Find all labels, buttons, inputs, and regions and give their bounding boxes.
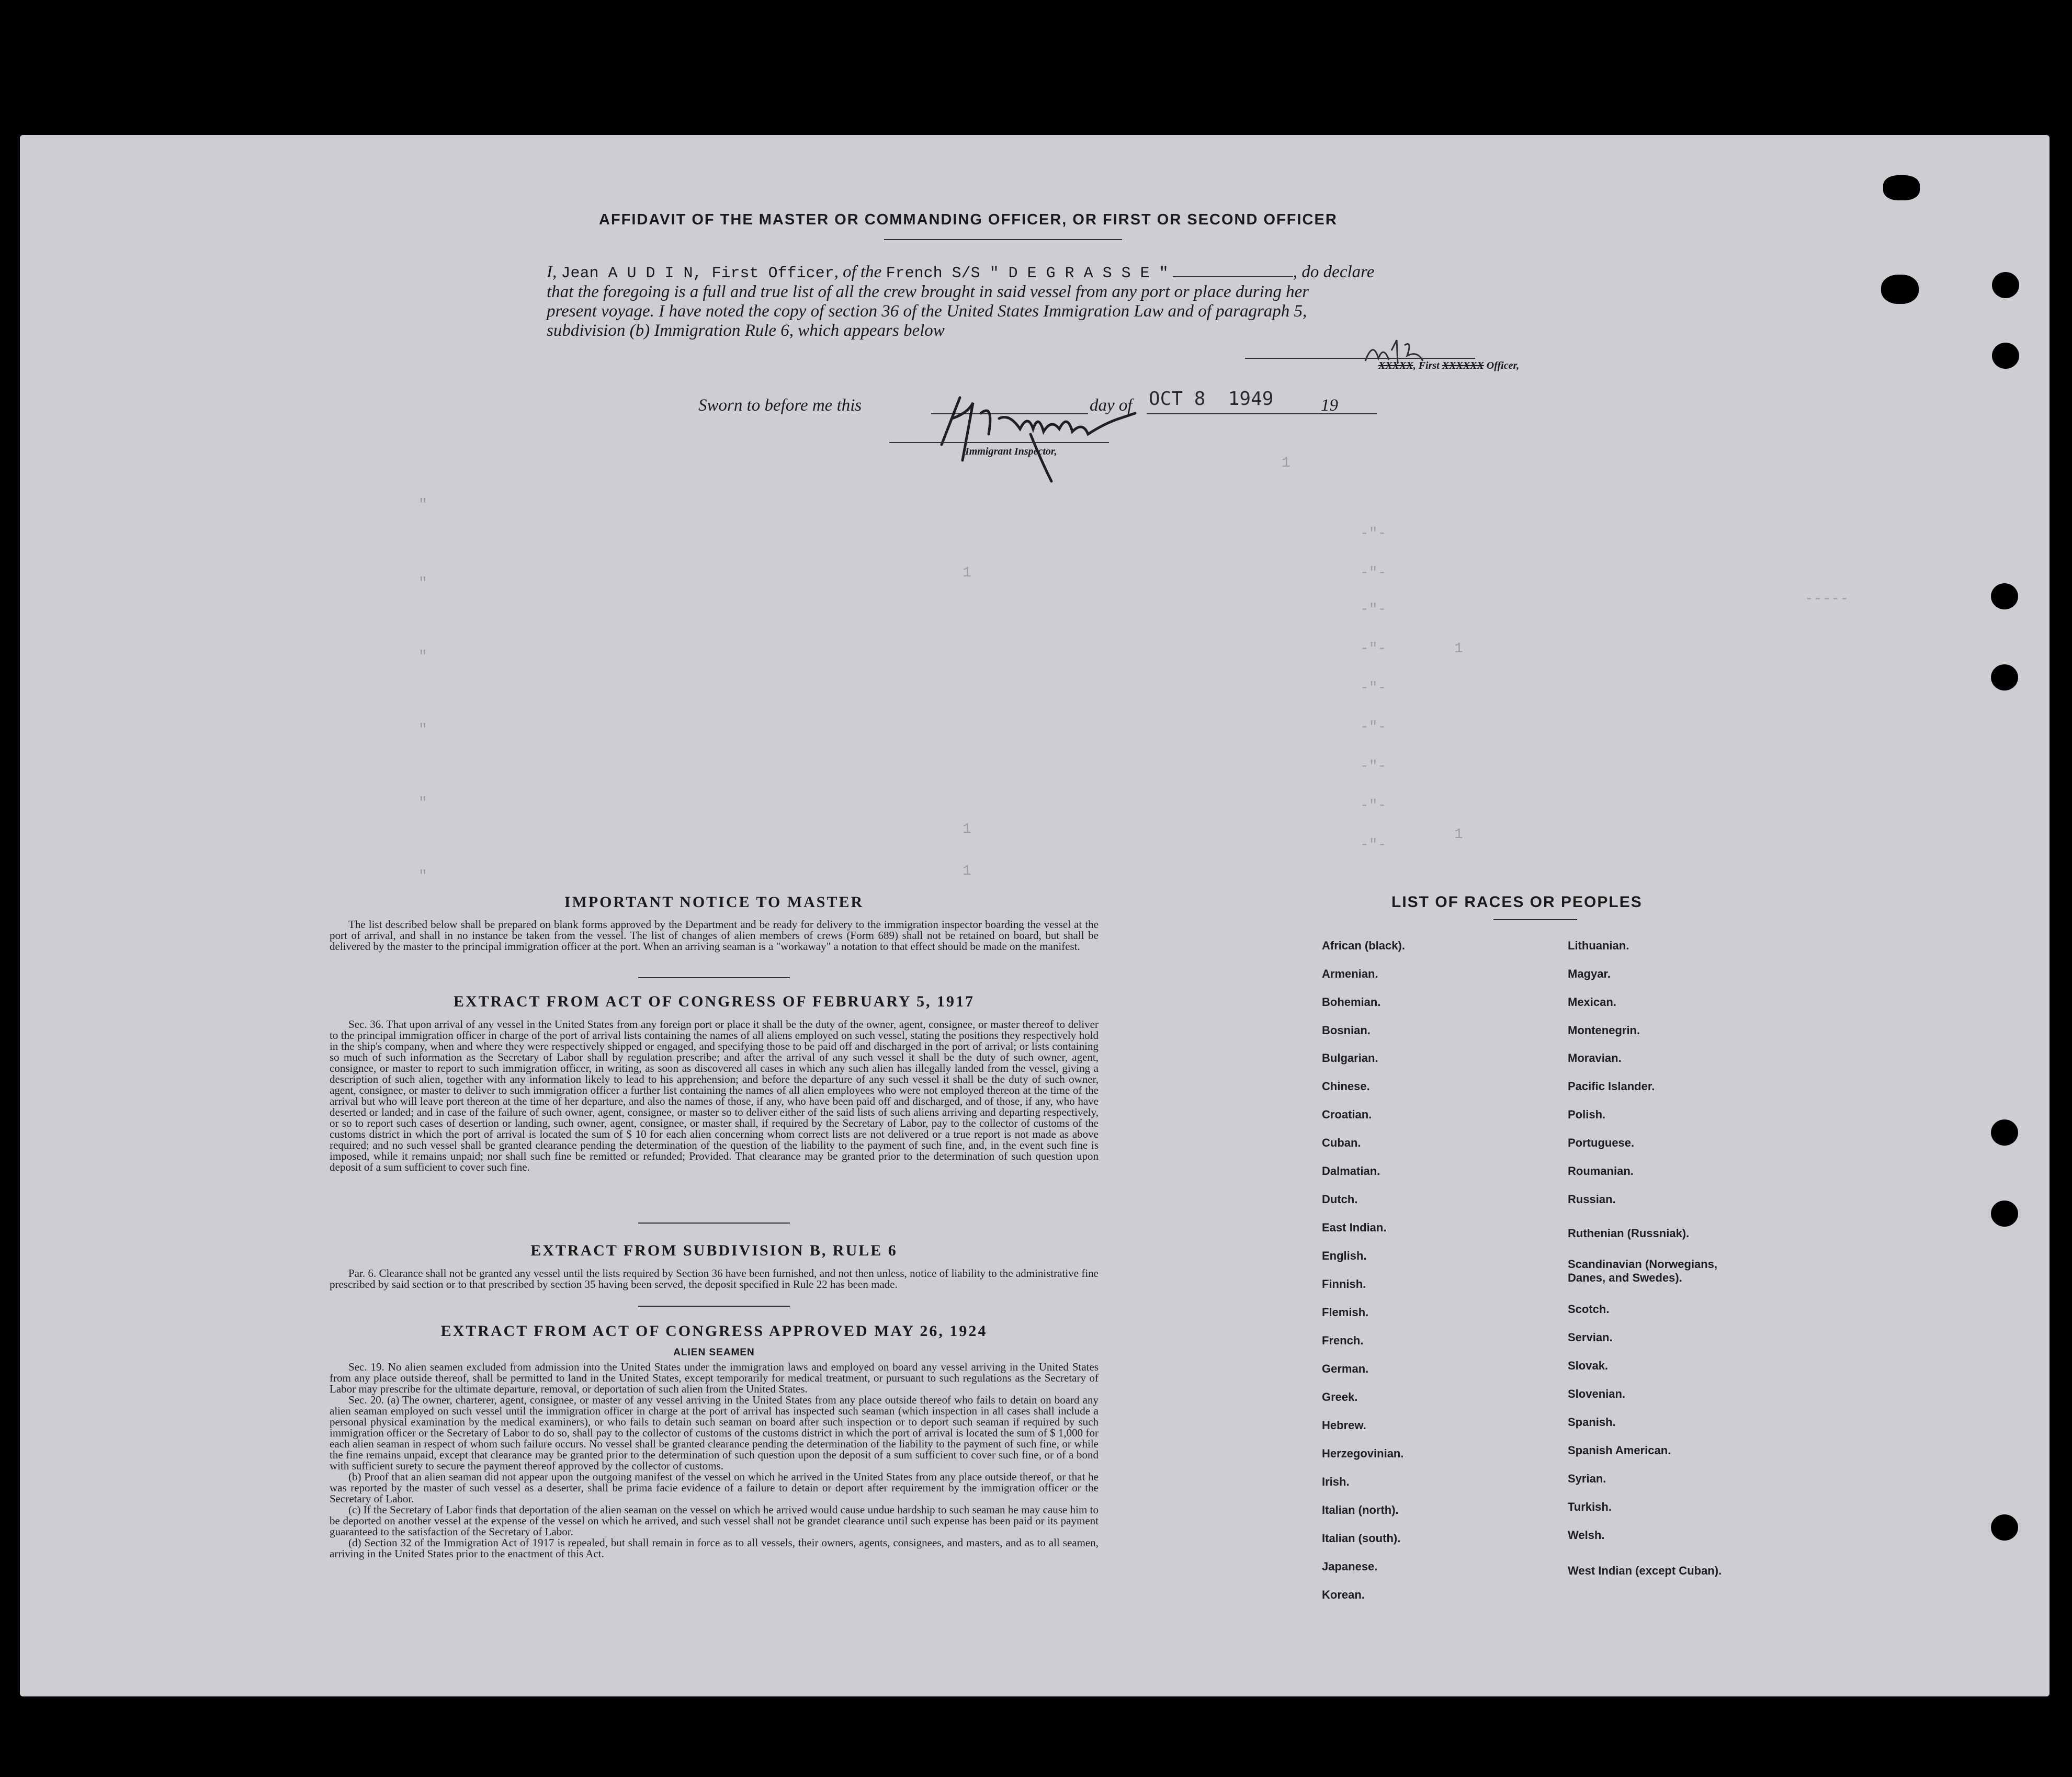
declaration-prefix: I,: [547, 263, 557, 281]
race-left-item: Greek.: [1322, 1390, 1358, 1404]
race-right-item: Welsh.: [1568, 1529, 1605, 1542]
bleed-through-text: -"-: [1360, 759, 1387, 775]
bleed-through-text: 1: [1454, 827, 1463, 843]
race-right-item: Lithuanian.: [1568, 939, 1629, 952]
bleed-through-text: ": [418, 649, 427, 665]
year-prefix: 19: [1321, 396, 1338, 415]
bleed-through-text: 1: [963, 863, 971, 879]
affidavit-declaration: [547, 263, 2053, 284]
affidavit-line-3: present voyage. I have noted the copy of section 36 of the United States Immigration Law and of paragraph 5,: [547, 302, 1307, 321]
race-right-item: Ruthenian (Russniak).: [1568, 1227, 1690, 1240]
race-left-item: English.: [1322, 1249, 1367, 1262]
race-right-item: Russian.: [1568, 1193, 1616, 1206]
inspector-caption: Immigrant Inspector,: [965, 446, 1057, 457]
extract-rule6-heading: EXTRACT FROM SUBDIVISION B, RULE 6: [530, 1242, 898, 1259]
race-right-item: Montenegrin.: [1568, 1024, 1640, 1037]
do-declare-text: , do declare: [1293, 263, 1375, 281]
race-left-item: Italian (south).: [1322, 1532, 1401, 1545]
bleed-through-text: -"-: [1360, 798, 1387, 814]
race-right-item: Mexican.: [1568, 995, 1616, 1009]
punch-hole: [1991, 1119, 2018, 1146]
officer-signature-caption: XXXXX, First XXXXXX Officer,: [1378, 360, 1520, 371]
extract-rule6-rule: [638, 1306, 790, 1307]
extract-rule6-text: Par. 6. Clearance shall not be granted any vessel until the lists required by Section 36 have been furnished, and not then unless, notice of liability to the administrative fine prescribed by said section or to that prescribed by section 35 having been served, the deposit specified in Rule 22 has been made.: [330, 1267, 1099, 1291]
affidavit-line-4: subdivision (b) Immigration Rule 6, which appears below: [547, 321, 945, 340]
bleed-through-text: ": [418, 795, 427, 811]
sec-20c-text: (c) If the Secretary of Labor finds that deportation of the alien seaman on the vessel on which he arrived would cause undue hardship to such seaman he may cause him to be deported on another vessel at the expense of the vessel on which he arrived, and such vessel shall not be grandet clearance until such expense has been paid or its payment guaranteed to the satisfaction of the Secretary of Labor.: [330, 1503, 1099, 1538]
bleed-through-text: ": [418, 575, 427, 592]
sec-20a-text: Sec. 20. (a) The owner, charterer, agent, consignee, or master of any vessel arriving in the United States from any place outside thereof who fails to detain on board any alien seaman employed on such vessel until the immigration officer in charge at the port of arrival has inspected such seaman (which inspection in all cases shall include a personal physical examination by the medical examiners), or who fails to detain such seaman on board after such inspection or to deport such seaman if required by such immigration officer or the Secretary of Labor to do so, shall pay to the collector of customs of the customs district in which the port of arrival is located the sum of $ 1,000 for each alien seaman in respect of whom such failure occurs. No vessel shall be granted clearance pending the determination of the liability to the payment of such fine, or while the fine remains unpaid, except that clearance may be granted prior to the determination of such question upon the deposit of a sum sufficient to cover such fine, or of a bond with sufficient surety to secure the payment thereof approved by the collector of customs.: [330, 1394, 1099, 1472]
race-right-item: Roumanian.: [1568, 1164, 1634, 1178]
punch-hole: [1991, 664, 2018, 691]
punch-hole: [1991, 1514, 2018, 1541]
sec-19-text: Sec. 19. No alien seamen excluded from admission into the United States under the immigration laws and employed on board any vessel arriving in the United States from any place outside thereof, shall be permitted to land in the United States, except temporarily for medical treatment, or pursuant to such regulations as the Secretary of Labor may prescribe for the ultimate departure, removal, or deportation of such alien from the United States.: [330, 1361, 1099, 1395]
race-right-item: Portuguese.: [1568, 1136, 1635, 1149]
sworn-text: Sworn to before me this: [698, 396, 862, 415]
race-left-item: Bosnian.: [1322, 1024, 1371, 1037]
affidavit-title: AFFIDAVIT OF THE MASTER OR COMMANDING OFFICER, OR FIRST OR SECOND OFFICER: [599, 211, 1338, 228]
race-left-item: East Indian.: [1322, 1221, 1387, 1234]
inspector-signature-line: [889, 442, 1109, 443]
notice-rule: [638, 977, 790, 978]
race-right-item: Magyar.: [1568, 967, 1611, 980]
bleed-through-text: -"-: [1360, 837, 1387, 853]
race-right-item: Scandinavian (Norwegians, Danes, and Swedes).: [1568, 1258, 1718, 1284]
extract-1924-heading: EXTRACT FROM ACT OF CONGRESS APPROVED MAY 26, 1924: [440, 1322, 988, 1340]
punch-hole: [1992, 343, 2019, 369]
race-right-item: Spanish.: [1568, 1416, 1616, 1429]
race-right-item: Pacific Islander.: [1568, 1080, 1655, 1093]
race-left-item: French.: [1322, 1334, 1364, 1347]
vessel-name: French S/S " D E G R A S S E ": [886, 265, 1169, 282]
race-left-item: African (black).: [1322, 939, 1405, 952]
bleed-through-text: -----: [1805, 591, 1849, 607]
bleed-through-text: -"-: [1360, 680, 1387, 696]
race-left-item: Irish.: [1322, 1475, 1350, 1488]
sworn-date-line: [1147, 413, 1377, 414]
race-left-item: Japanese.: [1322, 1560, 1378, 1573]
race-right-item: Polish.: [1568, 1108, 1606, 1121]
affidavit-line-2: that the foregoing is a full and true list of all the crew brought in said vessel from any port or place during her: [547, 282, 1309, 301]
date-stamp: OCT 8 1949: [1149, 388, 1274, 410]
bleed-through-text: -"-: [1360, 565, 1387, 581]
race-right-item: Scotch.: [1568, 1303, 1610, 1316]
affidavit-title-rule: [884, 239, 1122, 240]
race-right-item: Moravian.: [1568, 1051, 1622, 1065]
races-rule: [1493, 919, 1577, 920]
race-left-item: Herzegovinian.: [1322, 1447, 1404, 1460]
races-heading: LIST OF RACES OR PEOPLES: [1391, 893, 1643, 911]
bleed-through-text: ": [418, 868, 427, 885]
race-right-item: Syrian.: [1568, 1472, 1606, 1485]
notice-heading: IMPORTANT NOTICE TO MASTER: [564, 893, 864, 911]
race-left-item: Dalmatian.: [1322, 1164, 1380, 1178]
bleed-through-text: 1: [963, 821, 971, 837]
race-left-item: Finnish.: [1322, 1277, 1366, 1291]
race-left-item: Bohemian.: [1322, 995, 1381, 1009]
of-the-text: , of the: [834, 263, 882, 281]
race-right-item: Slovak.: [1568, 1359, 1609, 1372]
bleed-through-text: 1: [1282, 455, 1290, 471]
race-right-item: Spanish American.: [1568, 1444, 1671, 1457]
extract-1917-rule: [638, 1223, 790, 1224]
race-left-item: Bulgarian.: [1322, 1051, 1378, 1065]
race-right-item: Servian.: [1568, 1331, 1613, 1344]
inspector-signature: [931, 382, 1151, 486]
race-left-item: Italian (north).: [1322, 1503, 1399, 1516]
bleed-through-text: ": [418, 497, 427, 513]
bleed-through-text: 1: [963, 565, 971, 581]
punch-hole: [1883, 175, 1920, 200]
day-of-text: day of: [1090, 396, 1133, 415]
extract-1924-text: [330, 1362, 1099, 1559]
bleed-through-text: -"-: [1360, 719, 1387, 735]
race-left-item: Flemish.: [1322, 1306, 1369, 1319]
bleed-through-text: -"-: [1360, 526, 1387, 542]
race-left-item: Croatian.: [1322, 1108, 1372, 1121]
race-left-item: Chinese.: [1322, 1080, 1370, 1093]
punch-hole: [1991, 1201, 2018, 1227]
alien-seamen-subheading: ALIEN SEAMEN: [673, 1347, 755, 1358]
bleed-through-text: 1: [1454, 641, 1463, 657]
extract-1917-heading: EXTRACT FROM ACT OF CONGRESS OF FEBRUARY 5, 1917: [453, 993, 975, 1010]
race-right-item: West Indian (except Cuban).: [1568, 1564, 1722, 1577]
sec-20b-text: (b) Proof that an alien seaman did not appear upon the outgoing manifest of the vessel on which he arrived in the United States from any place outside thereof, or that he was reported by the master of such vessel as a deserter, shall be prima facie evidence of a failure to detain or deport after requirement by the immigration officer or the Secretary of Labor.: [330, 1470, 1099, 1505]
race-left-item: German.: [1322, 1362, 1369, 1375]
race-right-item: Turkish.: [1568, 1500, 1612, 1513]
sec-20d-text: (d) Section 32 of the Immigration Act of 1917 is repealed, but shall remain in force as to all vessels, their owners, agents, consignees, and masters, and as to all seamen, arriving in the United States prior to the enactment of this Act.: [330, 1536, 1099, 1560]
officer-name: Jean A U D I N, First Officer: [561, 265, 834, 282]
race-left-item: Korean.: [1322, 1588, 1365, 1601]
race-left-item: Armenian.: [1322, 967, 1378, 980]
bleed-through-text: ": [418, 722, 427, 738]
punch-hole: [1991, 583, 2018, 609]
bleed-through-text: -"-: [1360, 641, 1387, 657]
race-left-item: Dutch.: [1322, 1193, 1358, 1206]
race-left-item: Hebrew.: [1322, 1419, 1366, 1432]
extract-1917-text: Sec. 36. That upon arrival of any vessel in the United States from any foreign port or place it shall be the duty of the owner, agent, consignee, or master thereof to deliver to the principal immigration officer in charge of the port of arrival lists containing the names of all aliens employed on such vessel, stating the positions they respectively hold in the ship's company, when and where they were respectively shipped or engaged, and specifying those to be paid off and discharged in the port of arrival; or lists containing so much of such information as the Secretary of Labor shall by regulation prescribe; and after the arrival of any such vessel it shall be the duty of such owner, agent, consignee, or master to report to such immigration officer, in writing, as soon as discovered all cases in which any such alien has illegally landed from the vessel, giving a description of such alien, together with any information likely to lead to his apprehension; and before the departure of any such vessel it shall be the duty of such owner, agent, consignee, or master to deliver to such immigration officer a further list containing the names of all alien employees who were not employed thereon at the time of the arrival but who will leave port thereon at the time of her departure, and also the names of those, if any, who have been paid off and discharged, and of those, if any, who have deserted or landed; and in case of the failure of such owner, agent, consignee, or master so to deliver either of the said lists of such aliens arriving and departing respectively, or so to report such cases of desertion or landing, such owner, agent, consignee, or master shall, if required by the Secretary of Labor, pay to the collector of customs of the customs district in which the port of arrival is located the sum of $ 10 for each alien concerning whom correct lists are not delivered or a true report is not made as above required; and no such vessel shall be granted clearance pending the determination of the question of the liability to the payment of such fine, and, in the event such fine is imposed, while it remains unpaid; nor shall such fine be remitted or refunded; Provided. That clearance may be granted prior to the determination of such question upon deposit of a sum sufficient to cover such fine.: [330, 1018, 1099, 1173]
bleed-through-text: -"-: [1360, 602, 1387, 618]
officer-signature-line: [1245, 358, 1475, 359]
race-right-item: Slovenian.: [1568, 1387, 1626, 1400]
notice-text: The list described below shall be prepared on blank forms approved by the Department and be ready for delivery to the immigration inspector boarding the vessel at the port of arrival, and shall in no instance be taken from the vessel. The list of changes of alien members of crews (Form 689) shall not be retained on board, but shall be delivered by the master to the principal immigration officer at the port. When an arriving seaman is a "workaway" a notation to that effect should be made on the manifest.: [330, 918, 1099, 953]
race-left-item: Cuban.: [1322, 1136, 1361, 1149]
